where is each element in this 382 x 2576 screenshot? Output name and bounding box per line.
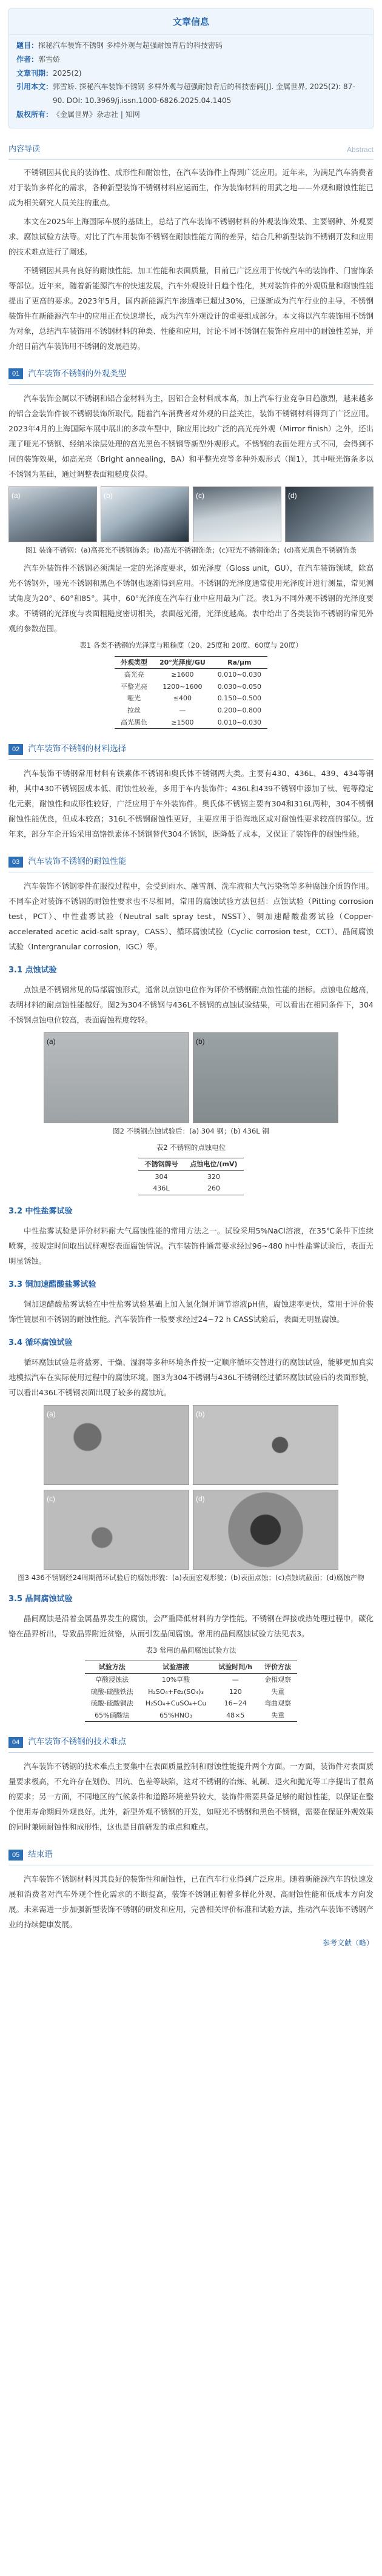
table-cell: 10%草酸 (161, 1676, 190, 1684)
table-cell: 拉丝 (127, 706, 141, 714)
abstract-title: 内容导读 (8, 144, 41, 154)
body-para: 循环腐蚀试验是将盐雾、干燥、湿润等多种环境条件按一定顺序循环交替进行的腐蚀试验，能够更加真实地模拟汽车在实际使用过程中的腐蚀环境。图3为304不锈钢与436L不锈钢经过循环腐蚀试验后的表面形貌，可以看出436L不锈钢表面出现了较多的腐蚀坑。 (8, 1357, 374, 1397)
table-row (115, 669, 267, 681)
table-cell: 0.150~0.500 (217, 694, 261, 703)
figure-caption: 图3 436不锈钢经24周期循环试验后的腐蚀形貌：(a)表面宏观形貌；(b)表面点蚀；(c)点蚀坑截面；(d)腐蚀产物 (18, 1573, 364, 1582)
subsection-title: 3.5 晶间腐蚀试验 (8, 1595, 73, 1604)
info-val: 郭雪娇. 探秘汽车装饰不锈钢 多样外观与超强耐蚀背后的科技密码[J]. 金属世界, 2025(2): 87-90. DOI: 10.3969/j.issn.1000-6826.2025.04.1405 (53, 82, 355, 105)
figure-image (193, 486, 281, 542)
info-val: 探秘汽车装饰不锈钢 多样外观与超强耐蚀背后的科技密码 (38, 41, 223, 50)
panel-label: (c) (47, 1494, 55, 1503)
body-para: 汽车装饰不锈钢材料因其良好的装饰性和耐蚀性，已在汽车行业得到广泛应用。随着新能源汽车的快速发展和消费者对汽车外观个性化需求的不断提高，装饰不锈钢正朝着多样化外观、高耐蚀性能和低成本方向发展。未来需进一步加强新型装饰不锈钢的研发和应用，完善相关评价标准和试验方法，推动汽车装饰不锈钢产业的持续健康发展。 (8, 1874, 374, 1930)
info-row-copyright (16, 108, 366, 122)
table-cell: 48×5 (226, 1711, 245, 1719)
section-number: 04 (8, 1737, 23, 1748)
table-cell: 65%HNO₃ (159, 1711, 193, 1719)
panel-label: (a) (12, 491, 21, 500)
info-key: 作者： (16, 55, 39, 64)
info-val[interactable]: 郭雪娇 (38, 55, 61, 64)
table-cell: 高光黑色 (121, 718, 147, 726)
body-para: 晶间腐蚀是沿着金属晶界发生的腐蚀，会严重降低材料的力学性能。不锈钢在焊接或热处理过程中，碳化铬在晶界析出，导致晶界附近贫铬，从而引发晶间腐蚀。常用的晶间腐蚀试验方法见表3。 (8, 1614, 374, 1639)
table-caption: 表1 各类不锈钢的光泽度与粗糙度（20、25度和 20度、60度与 20度） (79, 641, 303, 650)
references-note[interactable] (8, 1936, 374, 1950)
figure-image (44, 1405, 189, 1485)
panel-label: (b) (196, 1409, 205, 1418)
references-label[interactable]: 参考文献（略） (322, 1939, 374, 1948)
table-cell: ≤400 (173, 694, 192, 703)
info-key: 文章刊期： (16, 68, 53, 78)
table-header-row (115, 656, 267, 669)
table-header: 试验时间/h (218, 1663, 253, 1671)
section-number: 02 (8, 744, 23, 755)
article-info-card (8, 8, 374, 128)
table-cell: 304 (155, 1172, 168, 1181)
table-header: 评价方法 (264, 1663, 292, 1671)
body-para: 汽车装饰金属以不锈钢和铝合金材料为主，因铝合金材料成本高，加上汽车行业竞争日趋激烈，越来越多的铝合金装饰件被不锈钢装饰所取代。随着汽车消费者对外观的日益关注，装饰不锈钢材料得到了广泛应用。2023年4月的上海国际车展中展出的多款车型中，除应用比较广泛的高光亮外观（Mirror finish）之外，还出现了哑光不锈钢、经纳米涂层处理的高光黑色不锈钢等新型外观形式。不锈钢的表面处理方式不同，会得到不同的装饰效果，如高光亮（Bright annealing，BA）和平整光亮等多种外观形式（图1），其中哑光饰条多以不锈钢为基础，通过调整表面粗糙度获得。 (8, 393, 374, 479)
figure-image (8, 486, 97, 542)
table-cell: 金相观察 (264, 1676, 292, 1684)
article-info-title: 文章信息 (9, 9, 373, 35)
table-row (85, 1698, 297, 1710)
subsection-title: 3.1 点蚀试验 (8, 966, 57, 975)
figure-image (193, 1490, 338, 1570)
table-cell: 硫酸-硫酸铁法 (90, 1687, 133, 1696)
table-cell: ≥1600 (171, 671, 194, 679)
panel-label: (d) (288, 491, 297, 500)
section-heading (8, 741, 374, 760)
table-cell: 120 (229, 1687, 242, 1696)
table-cell: H₂SO₄+Fe₂(SO₄)₃ (148, 1687, 204, 1696)
table-row (115, 705, 267, 717)
table-row (115, 717, 267, 729)
table-cell: 0.030~0.050 (217, 682, 261, 691)
section-heading (8, 1847, 374, 1865)
panel-label: (d) (196, 1494, 205, 1503)
table-row (115, 681, 267, 693)
body-para: 中性盐雾试验是评价材料耐大气腐蚀性能的常用方法之一。试验采用5%NaCl溶液，在35℃条件下连续喷雾，按规定时间取出试样观察表面腐蚀情况。汽车装饰件通常要求经过96~480 h中性盐雾试验后，表面无明显锈蚀。 (8, 1226, 374, 1266)
body-para: 汽车装饰不锈钢零件在服役过程中，会受到雨水、融雪剂、洗车液和大气污染物等多种腐蚀介质的作用。不同车企对装饰不锈钢的耐蚀性要求也不尽相同，常用的腐蚀试验方法包括：点蚀试验（Pitting corrosion test，PCT）、中性盐雾试验（Neutral salt spray test，NSST）、铜加速醋酸盐雾试验（Copper-accelerated acetic acid-salt spray，CASS）、循环腐蚀试验（Cyclic corrosion test，CCT）、晶间腐蚀试验（Intergranular corrosion，IGC）等。 (8, 881, 374, 952)
abstract-para: 本文在2025年上海国际车展的基础上，总结了汽车装饰不锈钢材料的外观装饰效果、主要钢种、外观要求、腐蚀试验方法等。对比了汽车用装饰不锈钢在耐蚀性能方面的差异，结合几种新型装饰不锈钢开发和应用的技术难点进行了阐述。 (8, 216, 374, 256)
info-val: 2025(2) (53, 68, 82, 78)
table-cell: 草酸浸蚀法 (95, 1676, 129, 1684)
table-1 (115, 656, 267, 729)
info-key: 引用本文： (16, 82, 53, 91)
article-info-body (9, 35, 373, 128)
table-row (115, 692, 267, 705)
table-header: 不锈钢牌号 (144, 1160, 178, 1168)
body-para: 铜加速醋酸盐雾试验在中性盐雾试验基础上加入氯化铜并调节溶液pH值，腐蚀速率更快，常用于评价装饰性镀层和不锈钢的耐蚀性能。汽车装饰件一般要求经过24~72 h CASS试验后，表面无明显腐蚀。 (8, 1299, 374, 1324)
table-caption: 表2 不锈钢的点蚀电位 (156, 1143, 226, 1152)
table-cell: 失重 (271, 1687, 285, 1696)
figure-3-row-2 (8, 1490, 374, 1570)
table-cell: 硫酸-硫酸铜法 (90, 1699, 133, 1708)
table-cell: — (232, 1676, 239, 1684)
figure-image (285, 486, 374, 542)
table-cell: 1200~1600 (163, 682, 203, 691)
panel-label: (b) (104, 491, 113, 500)
table-header: 20°光泽度/GU (159, 658, 206, 666)
table-header: 试验溶液 (163, 1663, 190, 1671)
subsection-title: 3.2 中性盐雾试验 (8, 1206, 73, 1216)
panel-label: (a) (47, 1037, 56, 1046)
table-cell: 弯曲观察 (264, 1699, 292, 1708)
table-header: Ra/μm (227, 658, 252, 666)
figure-caption: 图1 装饰不锈钢：(a)高亮光不锈钢饰条；(b)高光不锈钢饰条；(c)哑光不锈钢饰条；(d)高光黑色不锈钢饰条 (25, 545, 357, 554)
table-cell: ≥1500 (171, 718, 194, 726)
table-3 (85, 1661, 297, 1722)
table-header-row (138, 1158, 243, 1170)
table-cell: 0.010~0.030 (217, 718, 261, 726)
panel-label: (c) (196, 491, 204, 500)
abstract-para: 不锈钢因其优良的装饰性、成形性和耐蚀性，在汽车装饰件上得到广泛应用。近年来，为满足汽车消费者对于装饰多样化的需求，各种新型装饰不锈钢材料应运而生，作为装饰材料的用武之地——外观和耐蚀性能已成为相关研究人员关注的重点。 (8, 167, 374, 207)
info-row-author (16, 53, 366, 67)
table-cell: 失重 (271, 1711, 285, 1719)
table-header: 外观类型 (121, 658, 147, 666)
abstract-title-en: Abstract (346, 145, 374, 154)
figure-image (44, 1490, 189, 1570)
figure-image (101, 486, 189, 542)
info-key: 题目： (16, 41, 39, 50)
figure-1 (8, 486, 374, 542)
table-header-row (85, 1661, 297, 1674)
table-cell: 平整光亮 (121, 682, 147, 691)
body-para: 点蚀是不锈钢常见的局部腐蚀形式，通常以点蚀电位作为评价不锈钢耐点蚀性能的指标。点蚀电位越高，表明材料的耐点蚀性能越好。图2为304不锈钢与436L不锈钢的点蚀试验结果，可以看出在相同条件下，304不锈钢点蚀电位较高，表面腐蚀程度较轻。 (8, 985, 374, 1025)
body-para: 汽车装饰不锈钢的技术难点主要集中在表面质量控制和耐蚀性能提升两个方面。一方面，装饰件对表面质量要求极高，不允许存在划伤、凹坑、色差等缺陷，这对不锈钢的冶炼、轧制、退火和抛光等工序提出了很高的要求；另一方面，不同地区的气候条件和道路环境差异较大，装饰件需要具备足够的耐蚀性能，以保证在整个使用寿命期间外观良好。此外，新型外观不锈钢的开发，如哑光不锈钢和黑色不锈钢，需要在保证外观效果的同时兼顾耐蚀性和成形性，这也是目前研发的重点和难点。 (8, 1762, 374, 1832)
section-heading (8, 366, 374, 385)
section-title: 结束语 (28, 1850, 53, 1860)
info-row-issue (16, 67, 366, 81)
abstract-header (8, 142, 374, 160)
table-row (138, 1170, 243, 1183)
info-key: 版权所有： (16, 110, 53, 119)
table-cell: 320 (207, 1172, 220, 1181)
table-cell: 16~24 (224, 1699, 247, 1708)
table-row (85, 1674, 297, 1686)
figure-image (44, 1032, 189, 1123)
subsection-title: 3.3 铜加速醋酸盐雾试验 (8, 1280, 96, 1289)
info-row-citation (16, 80, 366, 108)
intro-para: 不锈钢因其具有良好的耐蚀性能、加工性能和表面质量，目前已广泛应用于传统汽车的装饰件、门窗饰条等部位。近年来，随着新能源汽车的快速发展，汽车外观设计日趋个性化，其对装饰件的外观质量和耐蚀性能提出了更高的要求。2023年5月，国内新能源汽车渗透率已超过30%，已逐渐成为汽车行业的主导，不锈钢装饰件在新能源汽车中的应用正在快速增长，成为汽车外观设计的重要组成部分。本文将以汽车装饰用不锈钢为对象，总结汽车装饰用不锈钢材料的种类、性能和应用，讨论不同不锈钢在装饰件应用中的耐蚀性差异，并介绍目前汽车装饰用不锈钢的发展趋势。 (8, 265, 374, 351)
table-cell: 436L (153, 1184, 170, 1193)
section-heading (8, 854, 374, 872)
body-para: 汽车装饰不锈钢常用材料有铁素体不锈钢和奥氏体不锈钢两大类。主要有430、436L、439、434等钢种，其中430不锈钢因成本低、耐蚀性较差，多用于车内装饰件；436L和439不锈钢中添加了钛、铌等稳定化元素，耐蚀性和成形性较好，广泛应用于车外装饰件。奥氏体不锈钢主要有304和316L两种，304不锈钢耐蚀性能优良，但成本较高；316L不锈钢耐蚀性更好，主要应用于沿海地区或对耐蚀性要求较高的部位。近年来，部分车企开始采用高铬铁素体不锈钢替代304不锈钢，既降低了成本，又保证了装饰件的耐蚀性能。 (8, 769, 374, 839)
figure-image (193, 1405, 338, 1485)
panel-label: (b) (196, 1037, 205, 1046)
section-number: 03 (8, 857, 23, 868)
table-cell: 哑光 (127, 694, 141, 703)
section-title: 汽车装饰不锈钢的技术难点 (28, 1737, 127, 1747)
figure-image (193, 1032, 338, 1123)
table-row (85, 1710, 297, 1722)
table-cell: 0.200~0.800 (217, 706, 261, 714)
section-heading (8, 1734, 374, 1753)
table-header: 点蚀电位/(mV) (190, 1160, 238, 1168)
figure-2 (8, 1032, 374, 1123)
section-title: 汽车装饰不锈钢的外观类型 (28, 368, 127, 379)
body-para: 汽车外装饰件不锈钢必须满足一定的光泽度要求，如光泽度（Gloss unit，GU），在汽车装饰领域，除高光不锈钢外，哑光不锈钢和黑色不锈钢也逐渐得到应用。不锈钢的光泽度通常使用光泽度计进行测量，常见测试角度为20°、60°和85°。其中，60°光泽度在汽车行业中应用最为广泛。表1为不同外观不锈钢的光泽度要求。不锈钢的光泽度与表面粗糙度密切相关，表面越光滑，光泽度越高。表中给出了各类装饰不锈钢的常见外观的参数范围。 (8, 563, 374, 634)
table-row (138, 1183, 243, 1195)
table-cell: 高光亮 (124, 671, 144, 679)
figure-caption: 图2 不锈钢点蚀试验后：(a) 304 钢；(b) 436L 钢 (113, 1127, 269, 1136)
section-title: 汽车装饰不锈钢的材料选择 (28, 744, 127, 754)
table-header: 试验方法 (98, 1663, 126, 1671)
table-caption: 表3 常用的晶间腐蚀试验方法 (146, 1646, 236, 1655)
section-number: 05 (8, 1850, 23, 1861)
panel-label: (a) (47, 1409, 56, 1418)
table-row (85, 1686, 297, 1698)
article-page (0, 8, 382, 1950)
table-cell: 0.010~0.030 (217, 671, 261, 679)
info-row-title (16, 39, 366, 53)
table-cell: H₂SO₄+CuSO₄+Cu (145, 1699, 207, 1708)
table-cell: 260 (207, 1184, 220, 1193)
figure-3-row-1 (8, 1405, 374, 1485)
info-val[interactable]: 《金属世界》杂志社 | 知网 (53, 110, 140, 119)
section-number: 01 (8, 368, 23, 379)
table-cell: — (179, 706, 186, 714)
section-title: 汽车装饰不锈钢的耐蚀性能 (28, 857, 127, 867)
subsection-title: 3.4 循环腐蚀试验 (8, 1338, 73, 1347)
table-2 (138, 1158, 243, 1195)
table-cell: 65%硝酸法 (95, 1711, 130, 1719)
